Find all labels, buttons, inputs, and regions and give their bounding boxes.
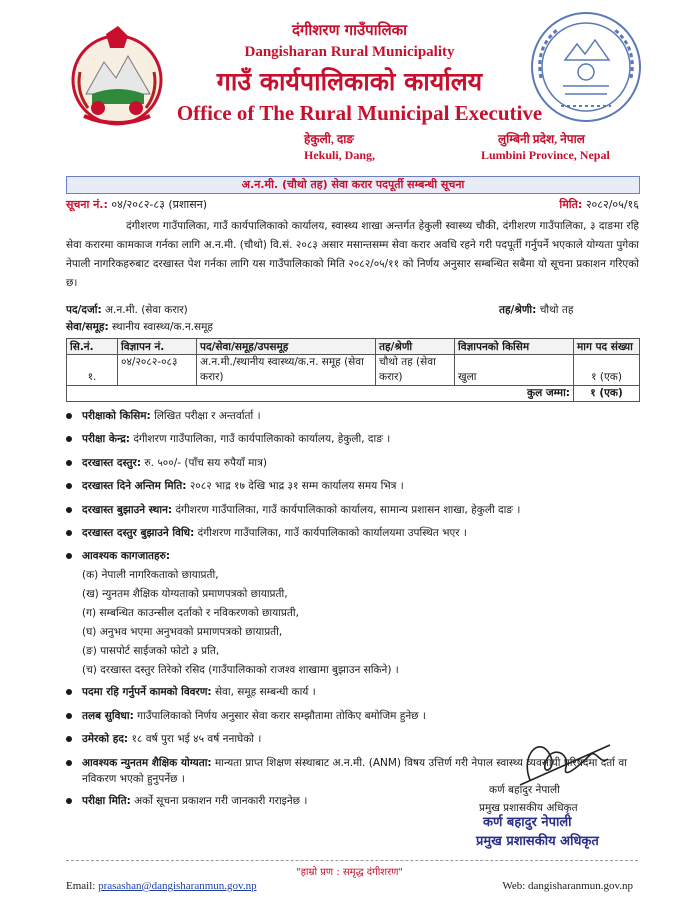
signatory-designation: प्रमुख प्रशासकीय अधिकृत: [479, 802, 578, 814]
point-text: २०८२ भाद्र १७ देखि भाद्र ३१ सम्म कार्यालय समय भित्र ।: [189, 480, 404, 493]
point-label: तलब सुविधा:: [82, 709, 134, 722]
point-text: सेवा, समूह सम्बन्धी कार्य ।: [214, 686, 316, 699]
list-item: [66, 548, 646, 680]
notice-body: दंगीशरण गाउँपालिका, गाउँ कार्यपालिकाको कार्यालय, स्वास्थ्य शाखा अन्तर्गत हेकुली स्वास्थ्य चौकी, दंगीशरण गाउँपालिका, ३ दाङमा रहि सेवा करारमा कामकाज गर्नका लागि अ.न.मी. (चौथो) वि.सं. २०८३ असार मसान्तसम्म सेवा करार अवधि रहने गरी पदपूर्ती गर्नुपर्ने भएकाले योग्यता पुगेका नेपाली नागरिकहरुबाट दरखास्त पेश गर्नका लागि यस गाउँपालिकाको मिति २०८२/०५/११ को निर्णय अनुसार सम्बन्धित सबैमा यो सूचना प्रकाशन गरिएको छ।: [66, 220, 639, 289]
notice-reference: [66, 197, 207, 212]
table-cell: अ.न.मी./स्थानीय स्वास्थ्य/क.न. समूह (सेवा करार): [197, 355, 376, 386]
total-label: कुल जम्मा:: [67, 386, 574, 402]
level-label: तह/श्रेणी:: [499, 304, 537, 316]
point-text: रु. ५००/- (पाँच सय रुपैयाँ मात्र): [144, 456, 267, 469]
list-item: [66, 408, 646, 431]
list-item: [66, 525, 646, 548]
bullet-icon: [66, 460, 72, 466]
table-header: सि.नं.: [67, 339, 118, 355]
service-row: [66, 320, 213, 334]
bullet-icon: [66, 736, 72, 742]
point-label: आवश्यक कागजातहरु:: [82, 550, 171, 563]
stamp-name: कर्ण बहादुर नेपाली: [483, 815, 572, 830]
footer-email: [66, 880, 257, 892]
point-text: दंगीशरण गाउँपालिका, गाउँ कार्यपालिकाको कार्यालय, हेकुली, दाङ ।: [133, 433, 391, 446]
date-value: २०८२/०५/१६: [585, 198, 639, 211]
list-item: [66, 502, 646, 525]
point-text: लिखित परीक्षा र अन्तर्वार्ता ।: [154, 410, 261, 422]
bullet-icon: [66, 530, 72, 536]
province-np: लुम्बिनी प्रदेश, नेपाल: [498, 132, 585, 146]
document-item: (ख) न्युनतम शैक्षिक योग्यताको प्रमाणपत्रको छायाप्रती,: [82, 588, 288, 601]
point-text: गाउँपालिकाको निर्णय अनुसार सेवा करार सम्झौतामा तोकिए बमोजिम हुनेछ ।: [137, 709, 426, 722]
total-value: १ (एक): [574, 386, 640, 402]
documents-list: [82, 566, 646, 680]
bullet-icon: [66, 507, 72, 513]
table-cell: चौथो तह (सेवा करार): [376, 355, 455, 386]
bullet-icon: [66, 689, 72, 695]
list-item: [66, 455, 646, 478]
bullet-icon: [66, 436, 72, 442]
location-en: Hekuli, Dang,: [304, 148, 376, 162]
point-label: परीक्षा मिति:: [82, 794, 131, 807]
point-label: परीक्षा केन्द्र:: [82, 433, 130, 446]
point-label: पदमा रहि गर्नुपर्ने कामको विवरण:: [82, 686, 212, 699]
point-label: दरखास्त दिने अन्तिम मिति:: [82, 480, 187, 493]
post-label: पद/दर्जा:: [66, 304, 102, 316]
service-value: स्थानीय स्वास्थ्य/क.न.समूह: [112, 321, 213, 333]
table-header: पद/सेवा/समूह/उपसमूह: [197, 339, 376, 355]
table-header: विज्ञापन नं.: [118, 339, 197, 355]
table-cell: १.: [67, 355, 118, 386]
municipality-name-np: दंगीशरण गाउँपालिका: [291, 21, 408, 39]
table-header: विज्ञापनको किसिम: [455, 339, 574, 355]
document-item: (ग) सम्बन्धित काउन्सील दर्ताको र नविकरणको छायाप्रती,: [82, 607, 299, 620]
post-row: [66, 303, 188, 317]
stamp-designation: प्रमुख प्रशासकीय अधिकृत: [476, 834, 599, 849]
office-name-np: गाउँ कार्यपालिकाको कार्यालय: [216, 67, 483, 96]
document-item: (क) नेपाली नागरिकताको छायाप्रती,: [82, 569, 219, 582]
bullet-icon: [66, 798, 72, 804]
point-text: दंगीशरण गाउँपालिका, गाउँ कार्यपालिकाको कार्यालयमा उपस्थित भएर ।: [197, 526, 467, 539]
email-link[interactable]: prasashan@dangisharanmun.gov.np: [98, 880, 257, 892]
point-text: अर्को सूचना प्रकाशन गरी जानकारी गराइनेछ ।: [134, 794, 308, 807]
notice-date: [559, 197, 639, 212]
table-header: माग पद संख्या: [574, 339, 640, 355]
document-item: (घ) अनुभव भएमा अनुभवको प्रमाणपत्रको छायाप्रती,: [82, 626, 283, 639]
office-name-en: Office of The Rural Municipal Executive: [176, 101, 543, 125]
table-header: तह/श्रेणी: [376, 339, 455, 355]
list-item: [66, 478, 646, 501]
vacancy-table: [66, 338, 640, 402]
list-item: [66, 684, 646, 707]
reference-value: ०४/२०८२-८३ (प्रशासन): [111, 198, 208, 211]
table-cell: खुला: [455, 355, 574, 386]
email-label: Email:: [66, 880, 96, 892]
table-total-row: [67, 386, 640, 402]
footer-website: Web: dangisharanmun.gov.np: [502, 880, 633, 892]
point-text: मान्यता प्राप्त शिक्षण संस्थाबाट अ.न.मी. (ANM) विषय उत्तिर्ण गरी नेपाल स्वास्थ्य व्यवसायी परिषदमा दर्ता वा नविकरण भएको हुनुपर्नेछ ।: [82, 756, 627, 785]
table-cell: १ (एक): [574, 355, 640, 386]
list-item: [66, 431, 646, 454]
municipality-name-en: Dangisharan Rural Municipality: [244, 44, 455, 60]
point-text: १८ वर्ष पुरा भई ४५ वर्ष ननाघेको ।: [131, 733, 262, 746]
table-row: [67, 355, 640, 386]
point-label: दरखास्त बुझाउने स्थान:: [82, 503, 173, 516]
level-value: चौथो तह: [539, 304, 574, 316]
bullet-icon: [66, 760, 72, 766]
document-item: (च) दरखास्त दस्तुर तिरेको रसिद (गाउँपालिकाको राजश्व शाखामा बुझाउन सकिने) ।: [82, 664, 399, 677]
point-label: आवश्यक न्युनतम शैक्षिक योग्यता:: [82, 756, 212, 769]
bullet-icon: [66, 553, 72, 559]
point-label: परीक्षाको किसिम:: [82, 410, 151, 422]
date-label: मिति:: [559, 198, 583, 211]
table-header-row: [67, 339, 640, 355]
reference-label: सूचना नं.:: [66, 198, 108, 211]
signatory-name: कर्ण बहादुर नेपाली: [489, 784, 560, 796]
bullet-icon: [66, 713, 72, 719]
level-row: [499, 303, 573, 317]
document-item: (ङ) पासपोर्ट साईजको फोटो ३ प्रति,: [82, 645, 220, 658]
point-text: दंगीशरण गाउँपालिका, गाउँ कार्यपालिकाको कार्यालय, सामान्य प्रशासन शाखा, हेकुली दाङ ।: [175, 503, 521, 516]
point-label: दरखास्त दस्तुर:: [82, 456, 142, 469]
footer-divider: [66, 860, 638, 861]
point-label: दरखास्त दस्तुर बुझाउने विधि:: [82, 526, 195, 539]
post-value: अ.न.मी. (सेवा करार): [105, 304, 188, 316]
province-en: Lumbini Province, Nepal: [481, 148, 610, 162]
notice-title: अ.न.मी. (चौथो तह) सेवा करार पदपूर्ती सम्बन्धी सूचना: [66, 176, 640, 194]
location-np: हेकुली, दाङ: [304, 132, 354, 146]
table-cell: ०४/२०८२-०८३: [118, 355, 197, 386]
bullet-icon: [66, 483, 72, 489]
footer-motto: "हाम्रो प्रण : समृद्ध दंगीशरण": [295, 867, 404, 878]
service-label: सेवा/समूह:: [66, 321, 109, 333]
point-label: उमेरको हद:: [82, 733, 129, 746]
bullet-icon: [66, 413, 72, 419]
